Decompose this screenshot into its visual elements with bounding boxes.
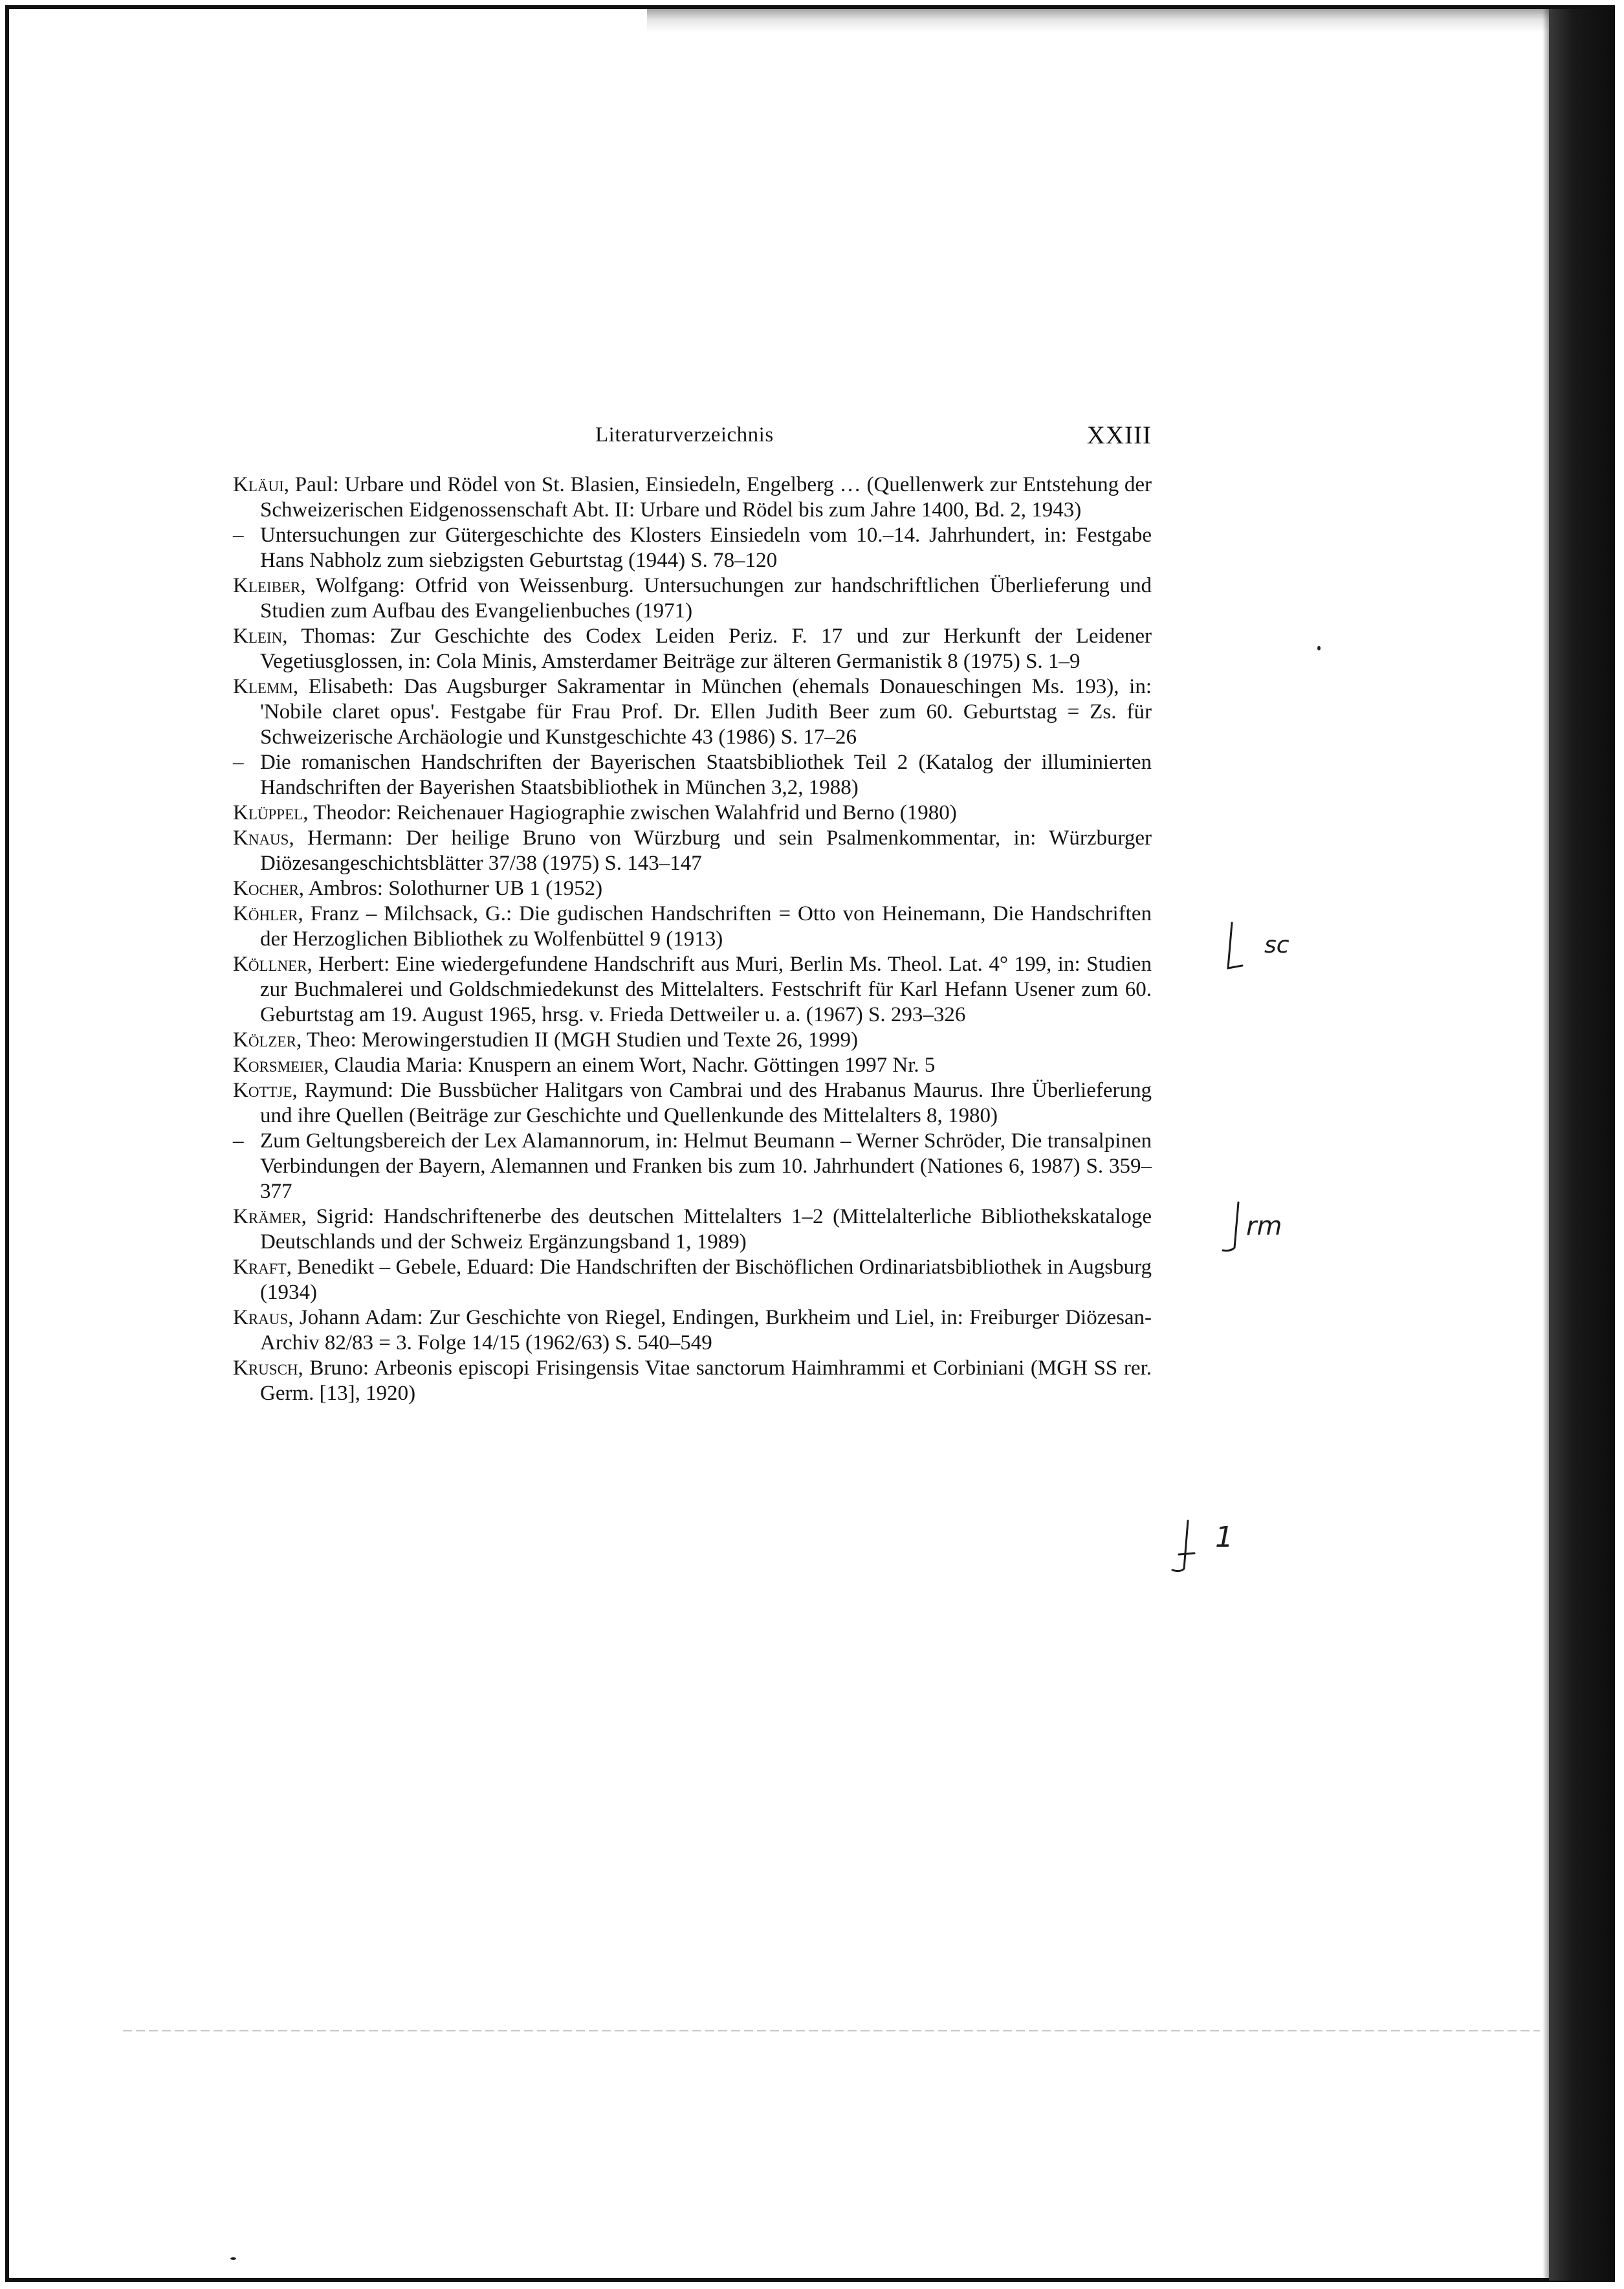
entry-author: Korsmeier — [233, 1054, 324, 1077]
scan-bottom-fold-line — [123, 2030, 1540, 2031]
running-title: Literaturverzeichnis — [595, 423, 774, 447]
entry-text: , Bruno: Arbeonis episcopi Frisingensis Vitae sanctorum Haimhrammi et Corbiniani (MGH SS rer. Germ. [13], 1920) — [260, 1356, 1152, 1405]
entry-text: , Johann Adam: Zur Geschichte von Riegel, Endingen, Burkheim und Liel, in: Freiburger Diözesan-Archiv 82/83 = 3. Folge 14/15 (1962/63) S. 540–549 — [260, 1306, 1152, 1355]
entry-text: Zum Geltungsbereich der Lex Alamannorum, in: Helmut Beumann – Werner Schröder, Die transalpinen Verbindungen der Bayern, Alemannen und Franken bis zum 10. Jahrhundert (Nationes 6, 1987) S. 359–377 — [260, 1129, 1152, 1203]
entry-author: Kläui — [233, 473, 284, 496]
entry-author: Klemm — [233, 675, 293, 698]
margin-note-1-text: 1 — [1215, 1521, 1233, 1554]
bibliography-entry — [233, 1129, 1152, 1204]
scan-speck — [230, 2257, 236, 2260]
entry-author: Kraft — [233, 1255, 287, 1279]
bibliography-entry — [233, 1356, 1152, 1406]
book-page — [233, 421, 1152, 1406]
page-number: XXIII — [1086, 421, 1152, 449]
running-head — [233, 421, 1152, 472]
bracket-mark-icon — [1169, 1514, 1246, 1579]
entry-text: Die romanischen Handschriften der Bayerischen Staatsbibliothek Teil 2 (Katalog der illuminierten Handschriften der Bayerishen Staatsbibliothek in München 3,2, 1988) — [260, 751, 1152, 799]
bibliography-entry — [233, 801, 1152, 826]
entry-author: Kocher — [233, 877, 299, 900]
entry-author: Knaus — [233, 826, 289, 850]
entry-text: , Paul: Urbare und Rödel von St. Blasien, Einsiedeln, Engelberg … (Quellenwerk zur Entstehung der Schweizerischen Eidgenossenschaft Abt. II: Urbare und Rödel bis zum Jahre 1400, Bd. 2, 1943) — [260, 473, 1152, 522]
entry-text: , Herbert: Eine wiedergefundene Handschrift aus Muri, Berlin Ms. Theol. Lat. 4° 199, in: Studien zur Buchmalerei und Goldschmiedekunst des Mittelalters. Festschrift für Karl Hefann Usener zum 60. Geburtstag am 19. August 1965, hrsg. v. Frieda Dettweiler u. a. (1967) S. 293–326 — [260, 953, 1152, 1026]
entry-text: , Theodor: Reichenauer Hagiographie zwischen Walahfrid und Berno (1980) — [303, 801, 957, 824]
entry-author: Klein — [233, 625, 283, 648]
entry-text: , Franz – Milchsack, G.: Die gudischen Handschriften = Otto von Heinemann, Die Handschriften der Herzoglichen Bibliothek zu Wolfenbüttel 9 (1913) — [260, 902, 1152, 951]
margin-note-sc-text: sc — [1264, 932, 1289, 958]
entry-text: , Thomas: Zur Geschichte des Codex Leiden Periz. F. 17 und zur Herkunft der Leidener Vegetiusglossen, in: Cola Minis, Amsterdamer Beiträge zur älteren Germanistik 8 (1975) S. 1–9 — [260, 625, 1152, 673]
bibliography-entry — [233, 826, 1152, 876]
bibliography-entry — [233, 1255, 1152, 1305]
bibliography-entry — [233, 674, 1152, 750]
bibliography-entry — [233, 1204, 1152, 1255]
bibliography-entry — [233, 1028, 1152, 1053]
scan-speck — [1317, 646, 1321, 650]
bibliography-entry — [233, 624, 1152, 674]
entry-text: Untersuchungen zur Gütergeschichte des Klosters Einsiedeln vom 10.–14. Jahrhundert, in: Festgabe Hans Nabholz zum siebzigsten Geburtstag (1944) S. 78–120 — [260, 524, 1152, 572]
entry-author: Klüppel — [233, 801, 303, 824]
entry-author: Köllner — [233, 953, 307, 976]
bibliography-entry — [233, 750, 1152, 801]
entry-text: , Raymund: Die Bussbücher Halitgars von Cambrai und des Hrabanus Maurus. Ihre Überlieferung und ihre Quellen (Beiträge zur Geschichte und Quellenkunde des Mittelalters 8, 1980) — [260, 1079, 1152, 1127]
margin-note-1 — [1169, 1514, 1246, 1579]
bibliography-entry — [233, 952, 1152, 1028]
entry-text: , Ambros: Solothurner UB 1 (1952) — [298, 877, 603, 900]
entry-author: Köhler — [233, 902, 298, 925]
entry-text: , Sigrid: Handschriftenerbe des deutschen Mittelalters 1–2 (Mittelalterliche Bibliothekskataloge Deutschlands und der Schweiz Ergänzungsband 1, 1989) — [260, 1205, 1152, 1254]
entry-text: , Benedikt – Gebele, Eduard: Die Handschriften der Bischöflichen Ordinariatsbibliothek in Augsburg (1934) — [260, 1255, 1152, 1304]
bibliography-entry — [233, 472, 1152, 523]
bibliography-entry — [233, 1053, 1152, 1078]
entry-author: Kleiber — [233, 574, 301, 597]
scan-top-shadow — [647, 9, 1549, 32]
entry-author: Kraus — [233, 1306, 289, 1329]
bibliography-entry — [233, 1078, 1152, 1129]
entry-author: Kottje — [233, 1079, 292, 1102]
margin-note-sc — [1223, 918, 1300, 976]
bibliography-entry — [233, 901, 1152, 952]
scan-right-edge-shadow — [1542, 9, 1549, 2281]
entry-author: Krämer — [233, 1205, 302, 1228]
bibliography-entry — [233, 1305, 1152, 1356]
bibliography-entry — [233, 523, 1152, 573]
bibliography-entry — [233, 876, 1152, 901]
bibliography-list — [233, 472, 1152, 1406]
entry-author: Krusch — [233, 1356, 298, 1380]
entry-text: , Wolfgang: Otfrid von Weissenburg. Untersuchungen zur handschriftlichen Überlieferung und Studien zum Aufbau des Evangelienbuches (1971) — [260, 574, 1152, 623]
scan-right-dark-band — [1549, 9, 1615, 2281]
entry-text: , Elisabeth: Das Augsburger Sakramentar in München (ehemals Donaueschingen Ms. 193), in: 'Nobile claret opus'. Festgabe für Frau Prof. Dr. Ellen Judith Beer zum 60. Geburtstag = Zs. für Schweizerische Archäologie und Kunstgeschichte 43 (1986) S. 17–26 — [260, 675, 1152, 749]
entry-author: Kölzer — [233, 1028, 296, 1052]
entry-text: , Theo: Merowingerstudien II (MGH Studien und Texte 26, 1999) — [296, 1028, 859, 1052]
entry-text: , Hermann: Der heilige Bruno von Würzburg und sein Psalmenkommentar, in: Würzburger Diözesangeschichtsblätter 37/38 (1975) S. 143–147 — [260, 826, 1152, 875]
bibliography-entry — [233, 573, 1152, 624]
margin-note-rm — [1220, 1199, 1298, 1257]
margin-note-rm-text: rm — [1246, 1211, 1282, 1241]
entry-text: , Claudia Maria: Knuspern an einem Wort, Nachr. Göttingen 1997 Nr. 5 — [324, 1054, 936, 1077]
